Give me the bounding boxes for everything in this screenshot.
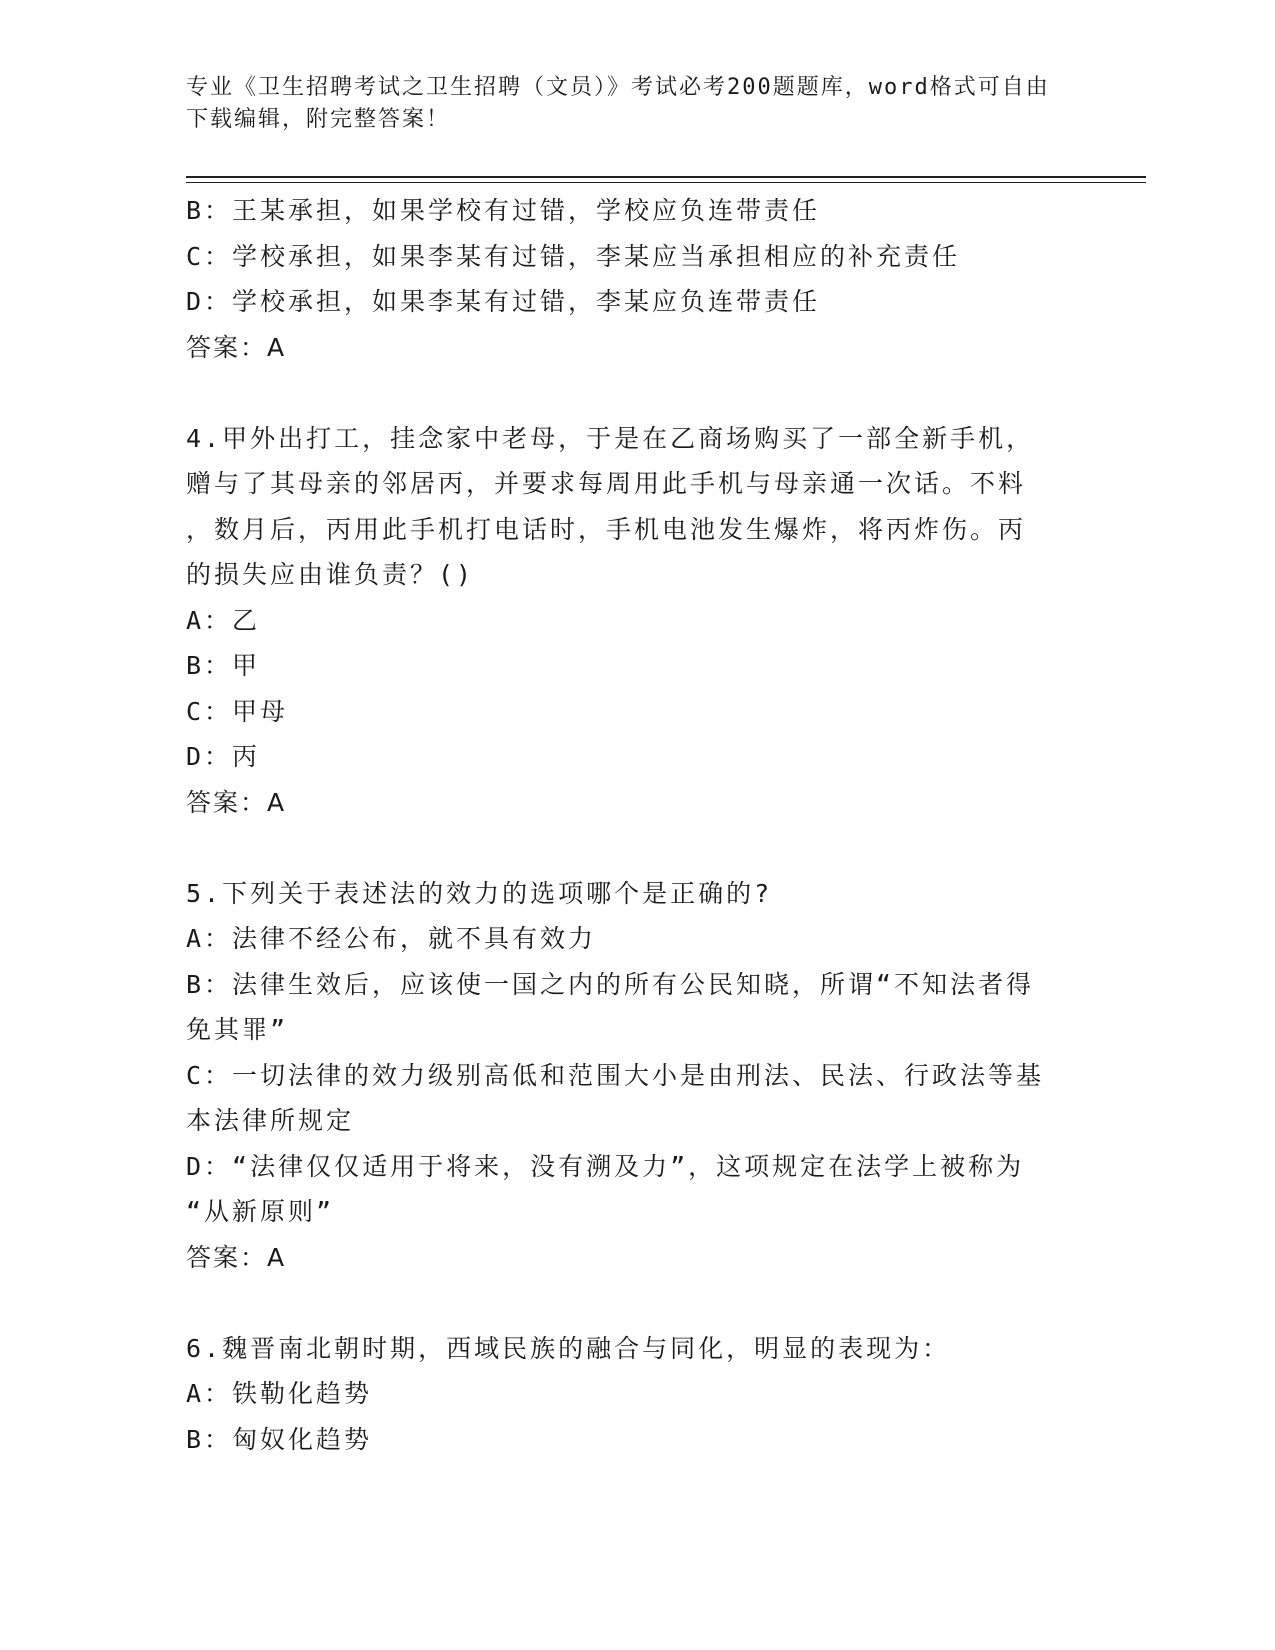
option-a: A：法律不经公布，就不具有效力 [186, 924, 597, 953]
spacer [186, 825, 1066, 871]
header-divider-thick [186, 176, 1146, 178]
answer-label: 答案：A [186, 1242, 287, 1272]
question-stem-line: 6.魏晋南北朝时期，西域民族的融合与同化，明显的表现为： [186, 1333, 951, 1363]
option-a: A：铁勒化趋势 [186, 1379, 373, 1408]
answer-label: 答案：A [186, 332, 287, 362]
document-header: 专业《卫生招聘考试之卫生招聘（文员）》考试必考200题题库，word格式可自由下载编辑，附完整答案！ [186, 75, 1050, 132]
option-c: C：一切法律的效力级别高低和范围大小是由刑法、民法、行政法等基 [186, 1060, 1045, 1090]
option-d-continued: “从新原则” [186, 1197, 335, 1226]
answer-label: 答案：A [186, 787, 287, 817]
option-d: D：丙 [186, 742, 261, 771]
question-content [186, 188, 1066, 1462]
question-stem-line: ，数月后，丙用此手机打电话时，手机电池发生爆炸，将丙炸伤。丙 [186, 514, 1027, 544]
header-divider-thin [186, 182, 1146, 183]
option-c: C：学校承担，如果李某有过错，李某应当承担相应的补充责任 [186, 241, 961, 271]
option-d: D：“法律仅仅适用于将来，没有溯及力”，这项规定在法学上被称为 [186, 1151, 1025, 1181]
option-b: B：王某承担，如果学校有过错，学校应负连带责任 [186, 196, 821, 225]
question-stem-line: 5.下列关于表述法的效力的选项哪个是正确的? [186, 878, 773, 908]
option-b-continued: 免其罪” [186, 1015, 289, 1044]
question-stem-line: 的损失应由谁负责？() [186, 560, 475, 589]
question-stem-line: 4.甲外出打工，挂念家中老母，于是在乙商场购买了一部全新手机， [186, 423, 1035, 453]
question-6 [186, 1326, 1066, 1463]
option-b: B：法律生效后，应该使一国之内的所有公民知晓，所谓“不知法者得 [186, 969, 1035, 999]
option-c-continued: 本法律所规定 [186, 1106, 355, 1135]
option-b: B：匈奴化趋势 [186, 1424, 373, 1454]
option-a: A：乙 [186, 605, 261, 635]
question-4 [186, 416, 1066, 826]
option-c: C：甲母 [186, 696, 289, 726]
spacer [186, 1280, 1066, 1326]
option-b: B：甲 [186, 651, 261, 680]
question-stem-line: 赠与了其母亲的邻居丙，并要求每周用此手机与母亲通一次话。不料 [186, 469, 1027, 498]
spacer [186, 370, 1066, 416]
prev-question [186, 188, 1066, 370]
option-d: D：学校承担，如果李某有过错，李某应负连带责任 [186, 287, 821, 316]
question-5 [186, 871, 1066, 1281]
